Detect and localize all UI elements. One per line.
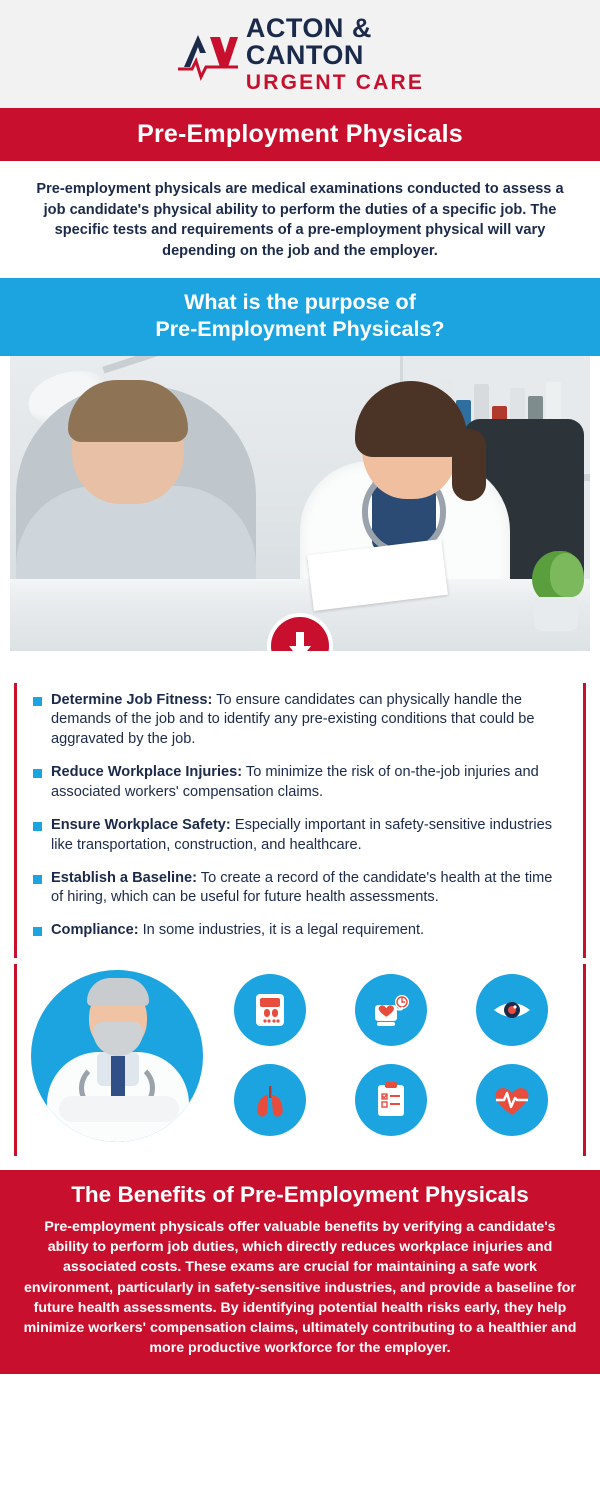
list-item: [33, 921, 567, 941]
logo-header: [0, 0, 600, 108]
list-item: [33, 869, 567, 909]
list-item-text: To ensure candidates can physically handle the demands of the job and to identify any pre-existing conditions that could be aggravated by the job.: [51, 691, 535, 748]
bullet-square-icon: [33, 697, 42, 706]
bullet-square-icon: [33, 822, 42, 831]
list-item-text: In some industries, it is a legal requirement.: [138, 922, 425, 939]
photo-scene: [10, 356, 590, 651]
list-item-heading: Reduce Workplace Injuries:: [51, 764, 243, 781]
intro-paragraph: Pre-employment physicals are medical examinations conducted to assess a job candidate's physical ability to perform the duties of a specific job. The specific tests and requirements of a pre-employment physical will vary depending on the job and the employer.: [36, 181, 564, 260]
bullet-square-icon: [33, 927, 42, 936]
logo: [176, 15, 424, 93]
heart-rate-icon: [476, 1064, 548, 1136]
patient-figure: [16, 386, 256, 596]
list-item-text: To minimize the risk of on-the-job injuries and associated workers' compensation claims.: [51, 764, 539, 800]
plant-decor: [526, 551, 586, 631]
logo-line-3: URGENT CARE: [245, 71, 425, 94]
blood-pressure-monitor-icon: [355, 974, 427, 1046]
title-bar: [0, 108, 600, 161]
icons-row: [14, 964, 586, 1156]
list-item-heading: Compliance:: [51, 922, 139, 939]
eye-vision-icon: [476, 974, 548, 1046]
weight-scale-icon: [234, 974, 306, 1046]
page-title: Pre-Employment Physicals: [137, 120, 463, 148]
list-item: [33, 763, 567, 803]
list-item-heading: Determine Job Fitness:: [51, 691, 213, 708]
clipboard-checklist-icon: [355, 1064, 427, 1136]
list-item-text: Especially important in safety-sensitive industries like transportation, construction, and healthcare.: [51, 816, 552, 853]
bullet-square-icon: [33, 769, 42, 778]
medical-icon-grid: [213, 970, 569, 1140]
purpose-list: [14, 683, 586, 958]
purpose-bar: [0, 278, 600, 356]
benefits-text: Pre-employment physicals offer valuable benefits by verifying a candidate's ability to perform job duties, which directly reduces workplace injuries and associated costs. These exams are crucial for maintaining a safe work environment, particularly in safety-sensitive industries, and provide a baseline for future health assessments. By identifying potential health risks early, they help minimize workers' compensation claims, ultimately contributing to a healthier and more productive workforce for the employer.: [23, 1219, 577, 1356]
benefits-title: The Benefits of Pre-Employment Physicals: [71, 1182, 529, 1208]
list-item: [33, 691, 567, 751]
consultation-photo: [10, 356, 590, 651]
list-item-heading: Ensure Workplace Safety:: [51, 816, 231, 833]
a-v-heartbeat-logo-icon: [176, 23, 240, 85]
benefits-section: [0, 1170, 600, 1374]
purpose-line-2: Pre-Employment Physicals?: [155, 316, 445, 341]
logo-line-1: ACTON &: [245, 13, 372, 43]
list-item: [33, 816, 567, 856]
purpose-line-1: What is the purpose of: [184, 289, 416, 314]
lungs-icon: [234, 1064, 306, 1136]
doctor-portrait-photo: [31, 970, 203, 1142]
list-item-heading: Establish a Baseline:: [51, 869, 197, 886]
logo-line-2: CANTON: [245, 40, 364, 70]
list-item-text: To create a record of the candidate's health at the time of hiring, which can be useful for future health assessments.: [51, 869, 553, 906]
bullet-square-icon: [33, 875, 42, 884]
